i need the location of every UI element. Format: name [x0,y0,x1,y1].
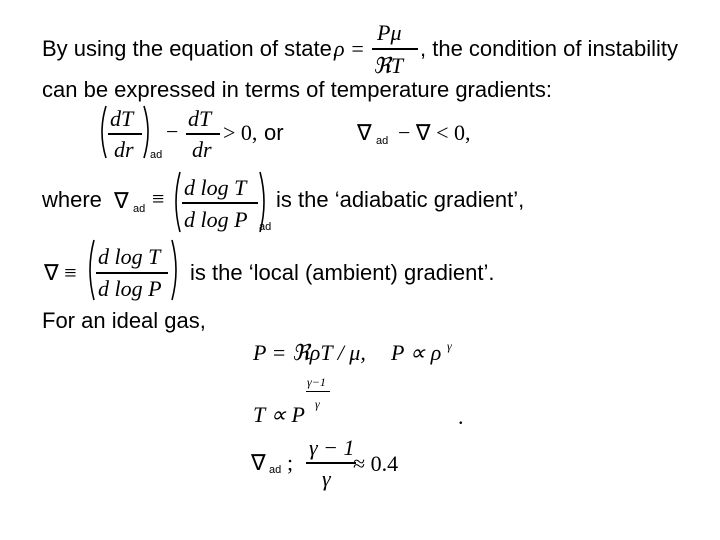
adiabatic-description: is the ‘adiabatic gradient’, [276,187,525,212]
local-description: is the ‘local (ambient) gradient’. [190,260,495,285]
ideal-gas-eq4-semicolon: ; [287,450,294,475]
rho-equals: ρ = [334,36,365,61]
or-text: or [264,120,284,145]
exponent-denominator: γ [315,397,320,411]
gradients-text: can be expressed in terms of temperature gradients: [42,77,552,102]
exponent-frac-bar [306,391,330,392]
adiabatic-frac-bar [182,202,258,204]
ideal-gas-eq1: P = ℜρT / μ, [253,340,366,365]
ideal-gas-eq3-dot: . [458,404,464,429]
ideal-gas-eq2: P ∝ ρ [391,340,442,365]
alt-condition-rhs: − ∇ < 0, [398,120,471,145]
state-frac-denominator: ℜT [373,53,404,78]
ideal-gas-eq3: T ∝ P [253,402,305,427]
condition-relation: > 0, [223,120,258,145]
alt-condition-subscript: ad [376,135,389,147]
ideal-gas-eq4-nabla: ∇ [251,450,266,475]
local-right-paren [170,238,182,302]
condition-term2-numerator: dT [188,106,212,131]
intro-text: By using the equation of state, [42,36,338,61]
local-left-paren [84,238,96,302]
ideal-gas-eq4-numerator: γ − 1 [309,435,355,460]
condition-term1-numerator: dT [110,106,134,131]
adiabatic-nabla-subscript: ad [133,203,146,215]
ideal-gas-eq4-subscript: ad [269,464,282,476]
adiabatic-subscript: ad [259,221,272,233]
condition-term1-subscript: ad [150,149,163,161]
adiabatic-numerator: d log T [184,175,247,200]
condition-term2-bar [186,133,220,135]
exponent-numerator: γ−1 [307,375,326,389]
local-denominator: d log P [98,276,162,301]
condition-left-paren [96,104,108,160]
instability-text: , the condition of instability [420,36,679,61]
ideal-gas-eq4-frac-bar [306,462,356,464]
state-frac-numerator: Pμ [377,20,402,45]
ideal-gas-eq4-result: ≈ 0.4 [353,451,399,476]
condition-term1-bar [108,133,142,135]
ideal-gas-text: For an ideal gas, [42,308,206,333]
alt-condition-nabla: ∇ [357,120,372,145]
local-numerator: d log T [98,244,161,269]
condition-term1-denominator: dr [114,137,134,162]
local-nabla-equiv: ∇ ≡ [44,260,77,285]
state-frac-bar [372,48,418,50]
condition-minus: − [166,119,179,144]
adiabatic-left-paren [170,170,182,234]
where-text: where [42,187,102,212]
adiabatic-denominator: d log P [184,207,248,232]
adiabatic-equiv: ≡ [152,186,165,211]
ideal-gas-eq2-exponent: γ [447,339,452,353]
local-frac-bar [96,272,168,274]
adiabatic-nabla: ∇ [114,188,129,213]
ideal-gas-eq4-denominator: γ [322,466,331,491]
condition-term2-denominator: dr [192,137,212,162]
